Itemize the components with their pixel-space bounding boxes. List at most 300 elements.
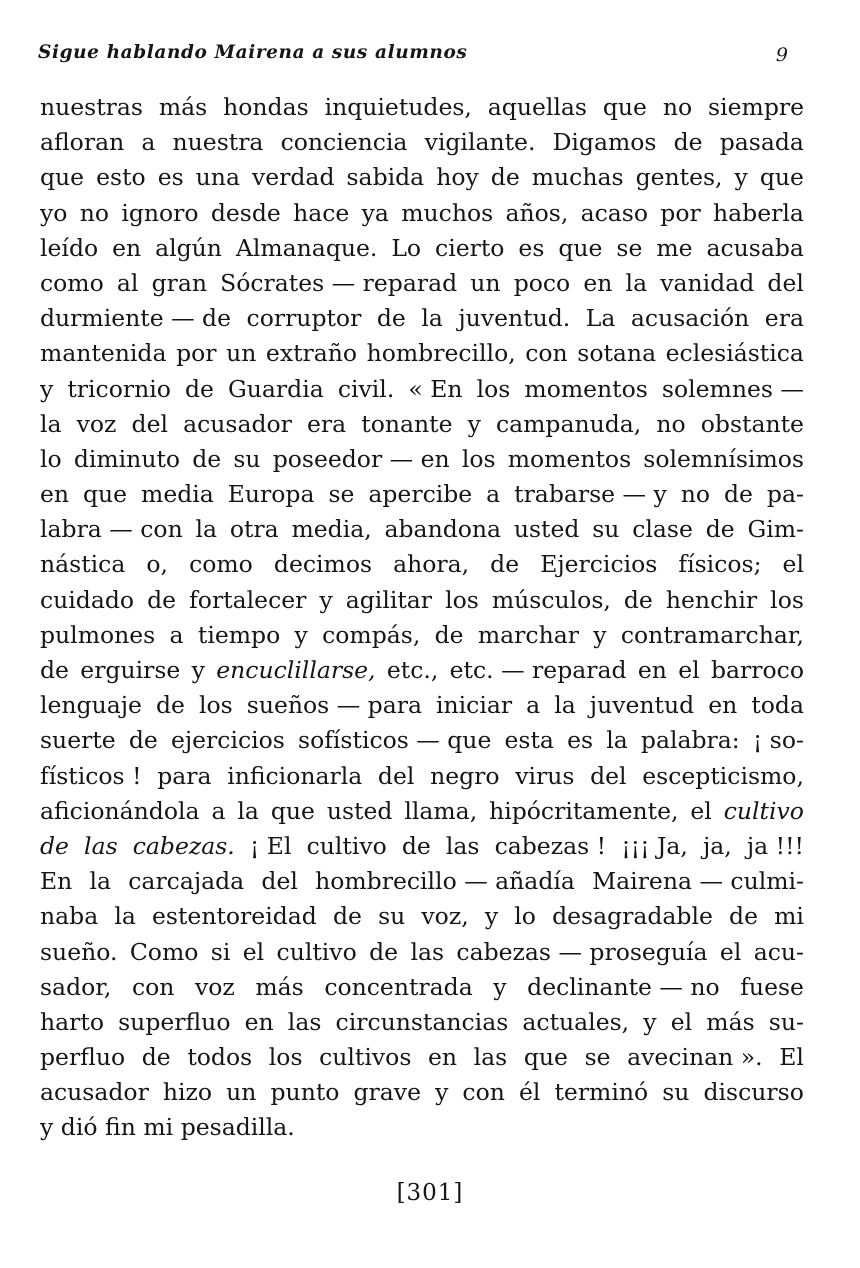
- word: estentoreidad: [152, 902, 317, 931]
- word: erguirse: [80, 656, 181, 684]
- word: tonante: [361, 409, 453, 438]
- word: algún: [155, 233, 222, 262]
- word: más: [255, 972, 304, 1001]
- word: que: [558, 233, 603, 262]
- word: que: [83, 480, 128, 509]
- text-line: [40, 618, 804, 653]
- word: diminuto: [73, 444, 181, 473]
- text-line: [40, 301, 804, 336]
- word: de: [192, 444, 222, 473]
- word: haberla: [713, 198, 804, 227]
- word: la: [114, 902, 136, 931]
- word: desagradable: [552, 902, 713, 931]
- word: el: [719, 937, 742, 966]
- text-line: [40, 829, 804, 864]
- word: sotana: [577, 339, 657, 368]
- word: por: [660, 198, 701, 227]
- word: hizo: [162, 1078, 213, 1107]
- word: La: [585, 304, 616, 333]
- word: nástica: [40, 550, 126, 579]
- word: no: [79, 198, 110, 227]
- word: pa-: [766, 480, 804, 509]
- word: suerte: [40, 726, 116, 755]
- word: la: [606, 726, 628, 755]
- word: a: [169, 620, 184, 649]
- word: Almanaque.: [235, 233, 378, 262]
- word: El: [779, 1043, 804, 1072]
- word: era: [764, 304, 804, 333]
- word: y: [40, 1113, 54, 1142]
- word: y: [40, 374, 54, 403]
- word: en: [708, 691, 738, 720]
- word: marchar: [477, 620, 579, 649]
- word: inquietudes,: [324, 93, 472, 121]
- word: sueño.: [40, 937, 118, 966]
- word: durmiente — de: [40, 304, 231, 333]
- word: muchos: [401, 198, 494, 227]
- word: era: [307, 409, 347, 438]
- word: que: [523, 1043, 568, 1072]
- text-line: [40, 547, 804, 582]
- word: la: [89, 867, 112, 896]
- word: agilitar: [345, 585, 433, 614]
- word: de: [705, 515, 735, 544]
- word: cultivo: [276, 937, 357, 966]
- text-line: [40, 196, 804, 231]
- text-line: [40, 160, 804, 195]
- word: leído: [40, 233, 99, 262]
- word: del: [767, 268, 804, 297]
- text-line: [40, 899, 804, 934]
- word: inficionarla: [227, 761, 363, 790]
- word: Sócrates — reparad: [220, 268, 458, 297]
- word: la: [40, 409, 62, 438]
- word: los: [461, 444, 496, 473]
- word: discurso: [703, 1078, 804, 1107]
- word: todos: [187, 1043, 253, 1072]
- word: no: [680, 480, 711, 509]
- text-line: [40, 1005, 804, 1040]
- word: en: [428, 1043, 458, 1072]
- word: del: [131, 409, 168, 438]
- word: con: [131, 972, 175, 1001]
- word: etc.,: [386, 656, 439, 684]
- word: el: [690, 796, 712, 825]
- word: « En: [408, 374, 463, 403]
- word: y: [643, 1007, 657, 1036]
- word: concentrada: [324, 972, 473, 1001]
- word: una: [195, 163, 240, 192]
- text-line: [40, 372, 804, 407]
- word: apercibe: [368, 480, 473, 509]
- word: su-: [768, 1007, 804, 1036]
- word: ja,: [702, 831, 732, 860]
- word: a: [526, 691, 541, 720]
- word: un: [226, 339, 257, 368]
- word: de: [376, 304, 406, 333]
- word: los: [199, 691, 233, 720]
- word: harto: [40, 1007, 104, 1036]
- word: media,: [291, 515, 372, 544]
- word: extraño: [265, 339, 358, 368]
- word: declinante — no: [527, 972, 720, 1001]
- text-line: [40, 759, 804, 794]
- word: las: [410, 937, 445, 966]
- word: músculos,: [491, 585, 611, 614]
- word: aquellas: [487, 93, 587, 121]
- word: de: [434, 620, 464, 649]
- running-head: [38, 42, 788, 70]
- word: virus: [515, 761, 575, 790]
- word: etc. — reparad: [449, 656, 627, 684]
- text-line: [40, 442, 804, 477]
- word: lo: [514, 902, 536, 931]
- word: decimos: [273, 550, 373, 579]
- word: el: [782, 550, 804, 579]
- word: juventud.: [458, 304, 571, 333]
- word: tricornio: [67, 374, 171, 403]
- italic-word: de: [40, 831, 69, 860]
- word: siempre: [708, 93, 804, 121]
- word: mantenida: [40, 339, 167, 368]
- word: cultivos: [319, 1043, 412, 1072]
- word: Como: [129, 937, 199, 966]
- word: momentos: [524, 374, 648, 403]
- word: en: [637, 656, 667, 684]
- word: con: [525, 339, 568, 368]
- word: como: [189, 550, 253, 579]
- word: su: [378, 902, 406, 931]
- word: y: [435, 1078, 449, 1107]
- word: labra — con: [40, 515, 183, 544]
- word: esto: [96, 163, 146, 192]
- word: punto: [270, 1078, 340, 1107]
- word: de: [156, 691, 185, 720]
- word: naba: [40, 902, 99, 931]
- word: cuidado: [40, 585, 135, 614]
- text-line: [40, 864, 804, 899]
- word: usted: [513, 515, 580, 544]
- word: de: [401, 831, 431, 860]
- word: un: [226, 1078, 257, 1107]
- word: se: [616, 233, 643, 262]
- word: un: [470, 268, 501, 297]
- italic-word: las: [84, 831, 118, 860]
- word: ahora,: [393, 550, 470, 579]
- text-line: [40, 477, 804, 512]
- word: juventud: [589, 691, 695, 720]
- word: usted: [326, 796, 393, 825]
- word: ja !!!: [746, 831, 804, 860]
- word: a: [486, 480, 501, 509]
- word: Gim-: [747, 515, 804, 544]
- word: Mairena — culmi-: [592, 867, 804, 896]
- word: de: [332, 902, 362, 931]
- word: de: [490, 550, 520, 579]
- word: hoy: [436, 163, 479, 192]
- word: y: [484, 902, 499, 931]
- word: trabarse — y: [514, 480, 667, 509]
- word: acusador: [183, 409, 292, 438]
- word: poco: [513, 268, 571, 297]
- word: la: [195, 515, 218, 544]
- text-line: [40, 512, 804, 547]
- word: solemnes —: [661, 374, 804, 403]
- word: los: [476, 374, 511, 403]
- word: que: [602, 93, 647, 121]
- running-title: Sigue hablando Mairena a sus alumnos: [38, 42, 468, 63]
- word: carcajada: [128, 867, 245, 896]
- word: y: [593, 620, 607, 649]
- word: pesadilla.: [180, 1113, 295, 1142]
- word: al: [116, 268, 139, 297]
- word: los: [268, 1043, 303, 1072]
- word: y: [191, 656, 205, 684]
- word: tiempo: [197, 620, 281, 649]
- word: me: [656, 233, 693, 262]
- word: de: [147, 585, 177, 614]
- word: la: [237, 796, 259, 825]
- word: actuales,: [522, 1007, 630, 1036]
- word: compás,: [322, 620, 421, 649]
- word: las: [445, 831, 480, 860]
- italic-word: cabezas.: [132, 831, 235, 860]
- word: que: [40, 163, 85, 192]
- text-line: [40, 583, 804, 618]
- body-text: [40, 90, 804, 1146]
- word: ejercicios: [170, 726, 285, 755]
- word: corruptor: [246, 304, 362, 333]
- word: lenguaje: [40, 691, 142, 720]
- word: Digamos: [552, 128, 657, 157]
- word: su: [592, 515, 620, 544]
- word: momentos: [507, 444, 632, 473]
- text-line: [40, 90, 804, 125]
- word: voz: [195, 972, 235, 1001]
- word: de: [729, 902, 758, 931]
- word: vanidad: [660, 268, 755, 297]
- word: fuese: [740, 972, 804, 1001]
- word: se: [328, 480, 355, 509]
- word: el: [670, 1007, 693, 1036]
- word: ¡ El: [249, 831, 292, 860]
- word: cabezas !: [494, 831, 607, 860]
- word: aficionándola: [40, 796, 200, 825]
- word: sofísticos — que: [298, 726, 492, 755]
- word: en: [583, 268, 613, 297]
- word: grave: [353, 1078, 421, 1107]
- text-line: [40, 407, 804, 442]
- word: pasada: [719, 128, 804, 157]
- word: cabezas — proseguía: [456, 937, 708, 966]
- word: circunstancias: [335, 1007, 509, 1036]
- italic-word: cultivo: [723, 796, 804, 825]
- word: el: [678, 656, 700, 684]
- word: su: [233, 444, 261, 473]
- text-line: [40, 794, 804, 829]
- word: él: [518, 1078, 541, 1107]
- word: contramarchar,: [620, 620, 804, 649]
- word: lo: [40, 444, 62, 473]
- word: fin: [105, 1113, 136, 1142]
- word: la: [421, 304, 443, 333]
- word: cultivo: [306, 831, 387, 860]
- word: de: [128, 726, 158, 755]
- word: para: [157, 761, 212, 790]
- text-line: [40, 1040, 804, 1075]
- word: hondas: [223, 93, 309, 121]
- word: vigilante.: [424, 128, 536, 157]
- word: Ejercicios: [540, 550, 658, 579]
- word: iniciar: [436, 691, 513, 720]
- word: gentes,: [635, 163, 723, 192]
- word: de: [490, 163, 520, 192]
- word: palabra:: [640, 726, 740, 755]
- word: dió: [60, 1113, 98, 1142]
- word: eclesiástica: [665, 339, 804, 368]
- word: más: [158, 93, 208, 121]
- word: sador,: [40, 972, 112, 1001]
- word: con: [462, 1078, 505, 1107]
- word: y: [319, 585, 333, 614]
- word: campanuda,: [495, 409, 642, 438]
- word: más: [706, 1007, 755, 1036]
- word: escepticismo,: [642, 761, 804, 790]
- word: ya: [361, 198, 389, 227]
- word: de: [141, 1043, 171, 1072]
- text-line: [40, 1075, 804, 1110]
- word: mi: [774, 902, 804, 931]
- word: ignoro: [121, 198, 199, 227]
- word: desde: [210, 198, 281, 227]
- word: clase: [632, 515, 693, 544]
- word: como: [40, 268, 104, 297]
- word: acaso: [580, 198, 648, 227]
- word: años,: [505, 198, 569, 227]
- word: nuestra: [172, 128, 264, 157]
- word: del: [377, 761, 415, 790]
- word: muchas: [531, 163, 624, 192]
- word: físticos !: [40, 761, 142, 790]
- word: yo: [40, 198, 68, 227]
- word: acusador: [40, 1078, 149, 1107]
- word: acu-: [753, 937, 804, 966]
- word: de: [724, 480, 753, 509]
- word: su: [662, 1078, 690, 1107]
- word: superfluo: [118, 1007, 231, 1036]
- word: llama,: [404, 796, 478, 825]
- text-line: [40, 723, 804, 758]
- text-line: [40, 336, 804, 371]
- word: los: [770, 585, 804, 614]
- word: poseedor — en: [272, 444, 450, 473]
- text-line: [40, 231, 804, 266]
- word: de: [623, 585, 653, 614]
- word: toda: [751, 691, 804, 720]
- word: negro: [430, 761, 500, 790]
- word: acusaba: [706, 233, 804, 262]
- folio: [301]: [396, 1180, 464, 1206]
- word: sabida: [346, 163, 425, 192]
- word: por: [176, 339, 217, 368]
- word: se: [584, 1043, 611, 1072]
- word: del: [590, 761, 627, 790]
- text-line: [40, 688, 804, 723]
- text-line: [40, 266, 804, 301]
- word: acusación: [630, 304, 750, 333]
- word: y: [493, 972, 507, 1001]
- word: avecinan ».: [627, 1043, 763, 1072]
- word: voz: [76, 409, 117, 438]
- word: pulmones: [40, 620, 156, 649]
- word: del: [261, 867, 298, 896]
- text-line: [40, 970, 804, 1005]
- word: y: [294, 620, 308, 649]
- word: los: [445, 585, 479, 614]
- word: henchir: [665, 585, 758, 614]
- word: las: [287, 1007, 322, 1036]
- word: que: [270, 796, 315, 825]
- word: gran: [151, 268, 207, 297]
- word: conciencia: [280, 128, 408, 157]
- word: no: [656, 409, 686, 438]
- word: solemnísimos: [643, 444, 804, 473]
- word: esta: [504, 726, 554, 755]
- word: la: [625, 268, 648, 297]
- word: terminó: [554, 1078, 649, 1107]
- word: que: [759, 163, 804, 192]
- word: abandona: [384, 515, 502, 544]
- word: en: [40, 480, 70, 509]
- word: hombrecillo — añadía: [315, 867, 575, 896]
- word: barroco: [711, 656, 804, 684]
- word: la: [554, 691, 576, 720]
- word: Lo: [391, 233, 422, 262]
- word: nuestras: [40, 93, 143, 121]
- word: fortalecer: [189, 585, 307, 614]
- text-line: [40, 125, 804, 160]
- word: ¡ so-: [752, 726, 804, 755]
- word: cierto: [435, 233, 505, 262]
- word: Europa: [227, 480, 315, 509]
- word: es: [567, 726, 594, 755]
- word: verdad: [251, 163, 335, 192]
- word: no: [662, 93, 693, 121]
- word: otra: [229, 515, 279, 544]
- word: media: [141, 480, 214, 509]
- word: de: [673, 128, 703, 157]
- word: de: [40, 656, 69, 684]
- word: es: [518, 233, 545, 262]
- word: afloran: [40, 128, 125, 157]
- word: en: [244, 1007, 274, 1036]
- word: hace: [293, 198, 350, 227]
- word: o,: [146, 550, 169, 579]
- text-line: [40, 653, 804, 688]
- word: de: [184, 374, 214, 403]
- word: ¡¡¡ Ja,: [621, 831, 688, 860]
- italic-word: encuclillarse,: [216, 656, 376, 684]
- word: de: [369, 937, 399, 966]
- word: físicos;: [678, 550, 762, 579]
- word: Guardia: [228, 374, 324, 403]
- word: mi: [143, 1113, 174, 1142]
- word: si: [210, 937, 231, 966]
- word: civil.: [337, 374, 395, 403]
- page-number: 9: [775, 44, 788, 66]
- word: a: [141, 128, 156, 157]
- word: en: [112, 233, 142, 262]
